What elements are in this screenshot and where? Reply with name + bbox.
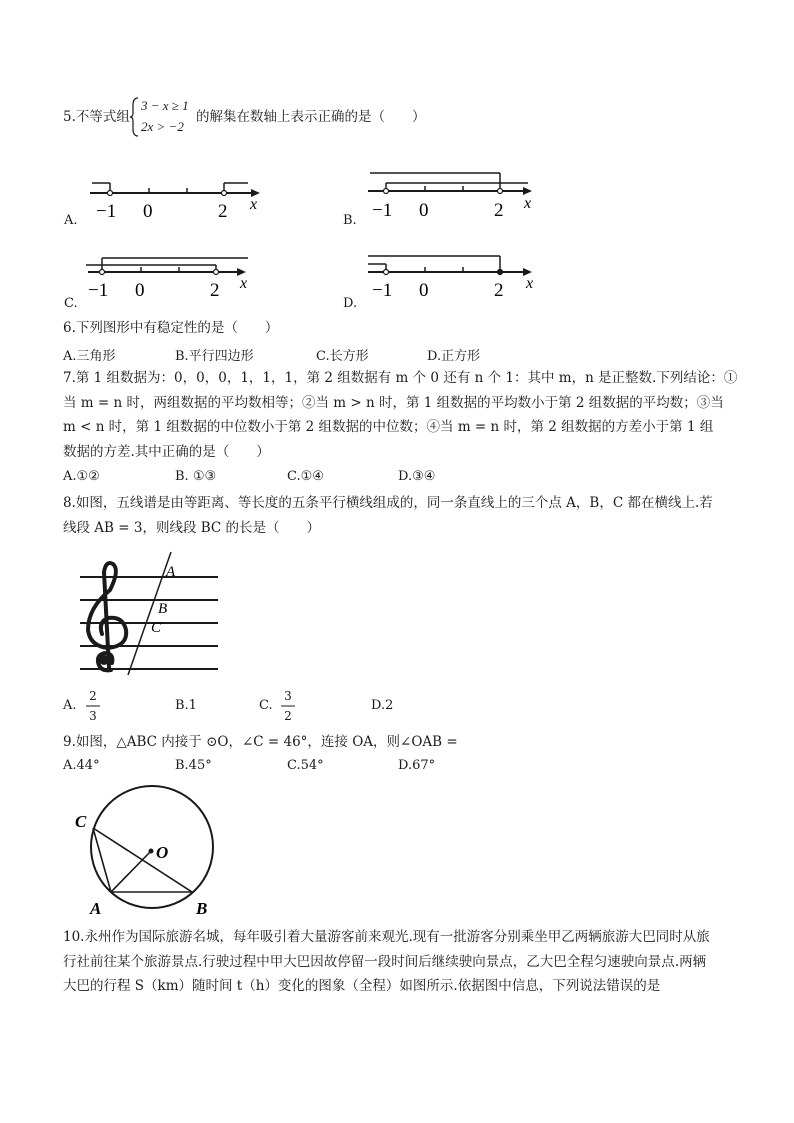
q8-option-a-fraction-bar (86, 705, 100, 707)
point-label-b: B (196, 899, 208, 918)
q8-option-a-numerator: 2 (89, 689, 97, 703)
q6-option-d: D.正方形 (427, 349, 481, 364)
q8-option-a-denominator: 3 (89, 709, 97, 723)
tick-label: 0 (419, 280, 429, 301)
q5-suffix: 的解集在数轴上表示正确的是（ ） (196, 109, 426, 125)
q9-stem: 9.如图，△ABC 内接于 ⊙O，∠C = 46°，连接 OA，则∠OAB = (63, 734, 458, 750)
q9-option-c: C.54° (287, 758, 324, 773)
q5-option-c-numberline (84, 250, 274, 305)
axis-label: x (240, 275, 248, 292)
tick-label: −1 (96, 201, 117, 222)
q5-prefix: 不等式组 (75, 109, 130, 125)
q8-option-c-denominator: 2 (284, 709, 292, 723)
tick-label: 2 (494, 280, 504, 301)
tick-label: −1 (372, 200, 393, 221)
q7-line-3: m < n 时，第 1 组数据的中位数小于第 2 组数据的中位数；④当 m = n 时，第 2 组数据的方差小于第 1 组 (63, 419, 714, 435)
segment-oa (111, 851, 151, 892)
q6-option-b: B.平行四边形 (175, 349, 254, 364)
q7-option-b: B. ①③ (175, 469, 217, 484)
q10-line-1: 10.永州作为国际旅游名城，每年吸引着大量游客前来观光.现有一批游客分别乘坐甲乙两辆旅游大巴同时从旅 (63, 929, 710, 945)
q7-line-2: 当 m = n 时，两组数据的平均数相等；②当 m > n 时，第 1 组数据的平均数小于第 2 组数据的平均数；③当 (63, 395, 724, 411)
axis-label: x (526, 275, 534, 292)
tick-label: −1 (88, 280, 109, 301)
q5-option-a-label: A. (64, 213, 78, 228)
q5-number: 5. (63, 109, 76, 125)
q7-option-c: C.①④ (287, 469, 324, 484)
q6-stem: 6.下列图形中有稳定性的是（ ） (63, 320, 279, 336)
q5-option-a-numberline (88, 175, 278, 225)
circle-o (91, 786, 213, 908)
q5-inequality-1: 3 − x ≥ 1 (141, 98, 189, 113)
q8-line-2: 线段 AB = 3，则线段 BC 的长是（ ） (63, 520, 321, 536)
q5-option-b-numberline (364, 170, 554, 225)
q5-option-b-label: B. (343, 213, 357, 228)
q8-option-a-label: A. (63, 698, 77, 713)
q5-stem (63, 108, 130, 126)
q6-option-a: A.三角形 (63, 349, 116, 364)
center-point (149, 849, 154, 854)
q10-line-2: 行社前往某个旅游景点.行驶过程中甲大巴因故停留一段时间后继续驶向景点，乙大巴全程匀速驶向景点.两辆 (63, 954, 707, 970)
point-label-c: C (151, 620, 162, 636)
q5-brace (130, 97, 140, 137)
q9-option-d: D.67° (398, 758, 436, 773)
q5-option-d-label: D. (343, 296, 358, 311)
q6-option-c: C.长方形 (316, 349, 369, 364)
point-label-a: A (166, 564, 176, 580)
q9-circle-figure (70, 784, 230, 919)
q7-line-1: 7.第 1 组数据为：0，0，0，1，1，1，第 2 组数据有 m 个 0 还有 n 个 1：其中 m，n 是正整数.下列结论：① (63, 370, 738, 386)
point-label-a: A (90, 899, 102, 918)
q8-option-c-label: C. (259, 698, 273, 713)
point-label-c: C (75, 812, 87, 831)
q8-option-c-numerator: 3 (284, 689, 292, 703)
treble-clef-icon (88, 563, 126, 670)
q9-option-a: A.44° (63, 758, 100, 773)
q5-option-c-label: C. (64, 296, 78, 311)
point-label-b: B (158, 601, 168, 617)
q8-staff-figure (76, 550, 236, 675)
tick-label: 0 (143, 201, 153, 222)
tick-label: 0 (135, 280, 145, 301)
q7-line-4: 数据的方差.其中正确的是（ ） (63, 444, 270, 460)
tick-label: 2 (210, 280, 220, 301)
q5-inequality-2: 2x > −2 (141, 119, 184, 134)
q8-option-c-fraction-bar (281, 705, 295, 707)
axis-label: x (250, 196, 258, 213)
tick-label: 2 (218, 201, 228, 222)
q9-option-b: B.45° (175, 758, 212, 773)
q7-option-d: D.③④ (398, 469, 436, 484)
q8-option-d: D.2 (371, 698, 394, 713)
tick-label: 2 (494, 200, 504, 221)
q7-option-a: A.①② (63, 469, 100, 484)
q10-line-3: 大巴的行程 S（km）随时间 t（h）变化的图象（全程）如图所示.依据图中信息，下列说法错误的是 (63, 978, 661, 994)
q8-option-b: B.1 (175, 698, 197, 713)
q5-option-d-numberline (364, 250, 554, 305)
tick-label: −1 (372, 280, 393, 301)
q8-line-1: 8.如图，五线谱是由等距离、等长度的五条平行横线组成的，同一条直线上的三个点 A，B，C 都在横线上.若 (63, 495, 713, 511)
axis-label: x (524, 195, 532, 212)
point-label-o: O (156, 843, 169, 862)
tick-label: 0 (419, 200, 429, 221)
